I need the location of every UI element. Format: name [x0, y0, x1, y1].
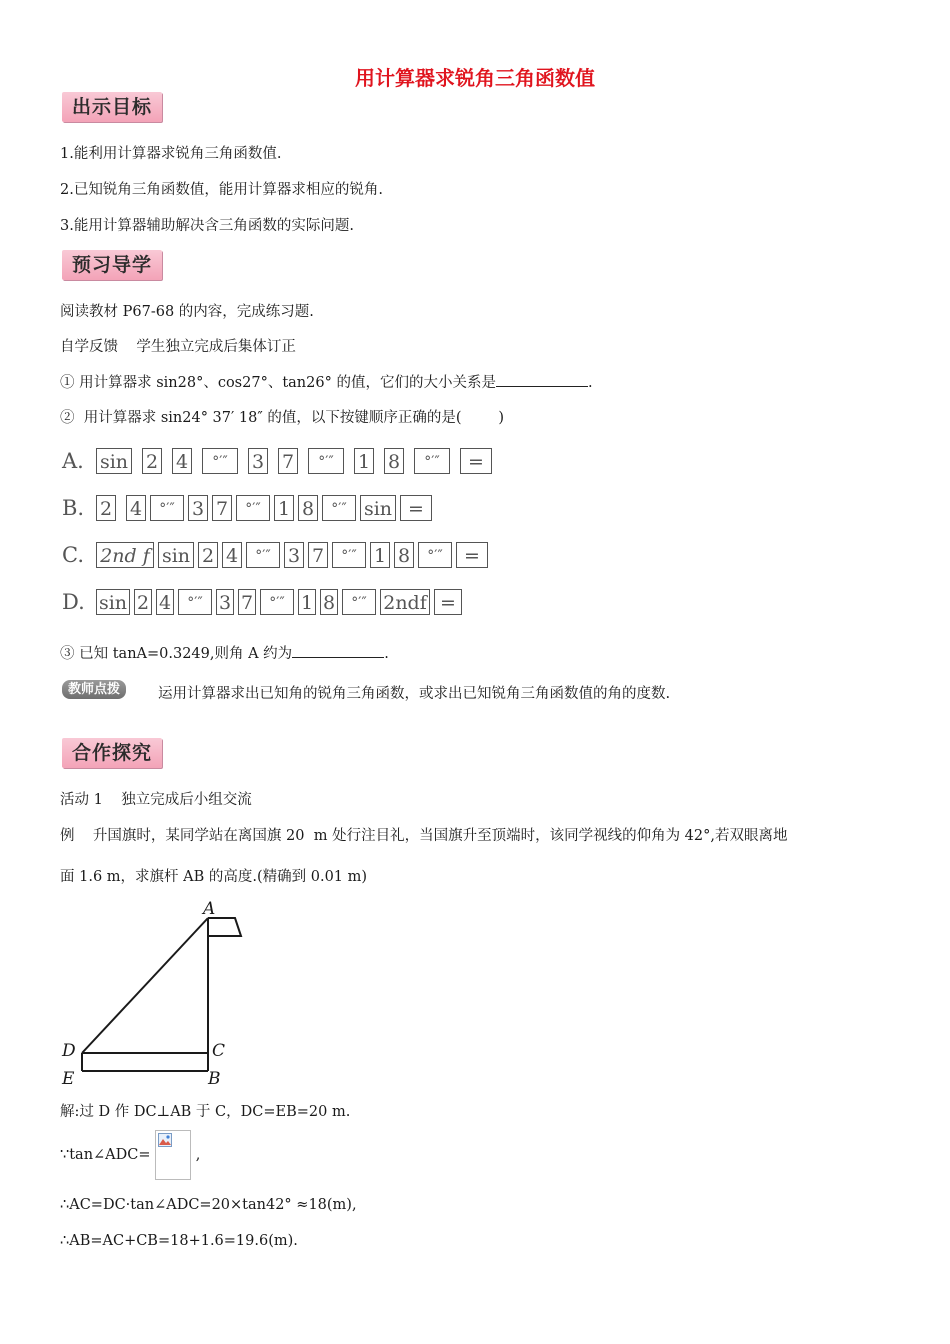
sightline-da: [82, 918, 208, 1053]
key-sin: sin: [96, 589, 130, 615]
key-dms: °′″: [178, 589, 212, 615]
key-digit: 3: [188, 495, 208, 521]
label-c: C: [212, 1041, 226, 1061]
key-2ndf: 2nd f: [96, 542, 154, 568]
objective-3: 3.能用计算器辅助解决含三角函数的实际问题.: [60, 218, 354, 234]
question-1: ① 用计算器求 sin28°、cos27°、tan26° 的值，它们的大小关系是 .: [60, 371, 593, 392]
key-digit: 1: [298, 589, 316, 615]
key-sin: sin: [96, 448, 132, 474]
key-digit: 3: [284, 542, 304, 568]
key-dms: °′″: [260, 589, 294, 615]
key-digit: 4: [172, 448, 192, 474]
key-dms: °′″: [414, 448, 450, 474]
option-b: [62, 491, 436, 525]
option-c: [62, 538, 492, 572]
answer-blank-3[interactable]: [292, 643, 384, 658]
flag-shape: [208, 918, 241, 936]
section-header-preview: 预习导学: [62, 250, 162, 280]
flagpole-figure: [55, 898, 255, 1090]
self-study-feedback: 自学反馈 学生独立完成后集体订正: [60, 339, 296, 355]
key-sin: sin: [158, 542, 194, 568]
option-d: [62, 585, 466, 619]
key-equals: =: [460, 448, 492, 474]
fraction-image-placeholder: [155, 1130, 191, 1180]
key-dms: °′″: [202, 448, 238, 474]
option-letter: D.: [62, 590, 85, 614]
key-digit: 2: [198, 542, 218, 568]
key-dms: °′″: [150, 495, 184, 521]
example-text-line-1: 例 升国旗时，某同学站在离国旗 20 m 处行注目礼，当国旗升至顶端时，该同学视线的仰角为 42°,若双眼离地: [60, 828, 788, 844]
answer-blank-1[interactable]: [496, 372, 588, 387]
key-dms: °′″: [418, 542, 452, 568]
question-3: ③ 已知 tanA=0.3249,则角 A 约为 .: [60, 642, 389, 663]
objective-1: 1.能利用计算器求锐角三角函数值.: [60, 146, 282, 162]
label-b: B: [208, 1069, 221, 1089]
key-sin: sin: [360, 495, 396, 521]
key-dms: °′″: [332, 542, 366, 568]
solution-line-4: ∴AB=AC+CB=18+1.6=19.6(m).: [60, 1233, 298, 1249]
key-digit: 1: [370, 542, 390, 568]
key-dms: °′″: [246, 542, 280, 568]
question-3-text: ③ 已知 tanA=0.3249,则角 A 约为: [60, 646, 293, 662]
key-digit: 2: [96, 495, 116, 521]
key-digit: 4: [126, 495, 146, 521]
label-d: D: [62, 1041, 76, 1061]
broken-image-icon: [158, 1133, 172, 1147]
key-digit: 8: [298, 495, 318, 521]
key-digit: 1: [274, 495, 294, 521]
solution-line-2-text: ∵tan∠ADC=: [60, 1147, 151, 1163]
key-digit: 7: [238, 589, 256, 615]
option-letter: B.: [62, 496, 85, 520]
teacher-tip-text: 运用计算器求出已知角的锐角三角函数，或求出已知锐角三角函数值的角的度数.: [158, 686, 671, 702]
objective-2: 2.已知锐角三角函数值，能用计算器求相应的锐角.: [60, 182, 383, 198]
key-dms: °′″: [236, 495, 270, 521]
key-digit: 4: [222, 542, 242, 568]
key-digit: 8: [320, 589, 338, 615]
key-dms: °′″: [342, 589, 376, 615]
question-1-text: ① 用计算器求 sin28°、cos27°、tan26° 的值，它们的大小关系是: [60, 375, 496, 391]
option-a: [62, 444, 502, 478]
section-header-explore: 合作探究: [62, 738, 162, 768]
activity-1-title: 活动 1 独立完成后小组交流: [60, 792, 252, 808]
option-letter: A.: [62, 449, 84, 473]
key-digit: 7: [212, 495, 232, 521]
key-equals: =: [434, 589, 462, 615]
solution-line-3: ∴AC=DC·tan∠ADC=20×tan42° ≈18(m),: [60, 1197, 357, 1213]
key-digit: 2: [142, 448, 162, 474]
option-letter: C.: [62, 543, 84, 567]
key-digit: 2: [134, 589, 152, 615]
label-a: A: [203, 899, 216, 919]
key-digit: 8: [384, 448, 404, 474]
example-text-line-2: 面 1.6 m，求旗杆 AB 的高度.(精确到 0.01 m): [60, 869, 368, 885]
question-2-text: ② 用计算器求 sin24° 37′ 18″ 的值，以下按键顺序正确的是( ): [60, 410, 505, 426]
teacher-tip-badge: 教师点拨: [62, 678, 126, 697]
solution-line-1: 解:过 D 作 DC⊥AB 于 C，DC=EB=20 m.: [60, 1104, 351, 1120]
key-digit: 8: [394, 542, 414, 568]
key-equals: =: [400, 495, 432, 521]
label-e: E: [62, 1069, 75, 1089]
page-title: 用计算器求锐角三角函数值: [355, 66, 595, 90]
key-dms: °′″: [322, 495, 356, 521]
section-header-objectives: 出示目标: [62, 92, 162, 122]
key-digit: 7: [308, 542, 328, 568]
key-digit: 3: [216, 589, 234, 615]
key-equals: =: [456, 542, 488, 568]
key-digit: 7: [278, 448, 298, 474]
key-digit: 1: [354, 448, 374, 474]
solution-line-2: ∵tan∠ADC= ,: [60, 1130, 200, 1180]
key-2ndf: 2ndf: [380, 589, 430, 615]
reading-instruction: 阅读教材 P67-68 的内容，完成练习题.: [60, 304, 314, 320]
key-dms: °′″: [308, 448, 344, 474]
key-digit: 3: [248, 448, 268, 474]
key-digit: 4: [156, 589, 174, 615]
